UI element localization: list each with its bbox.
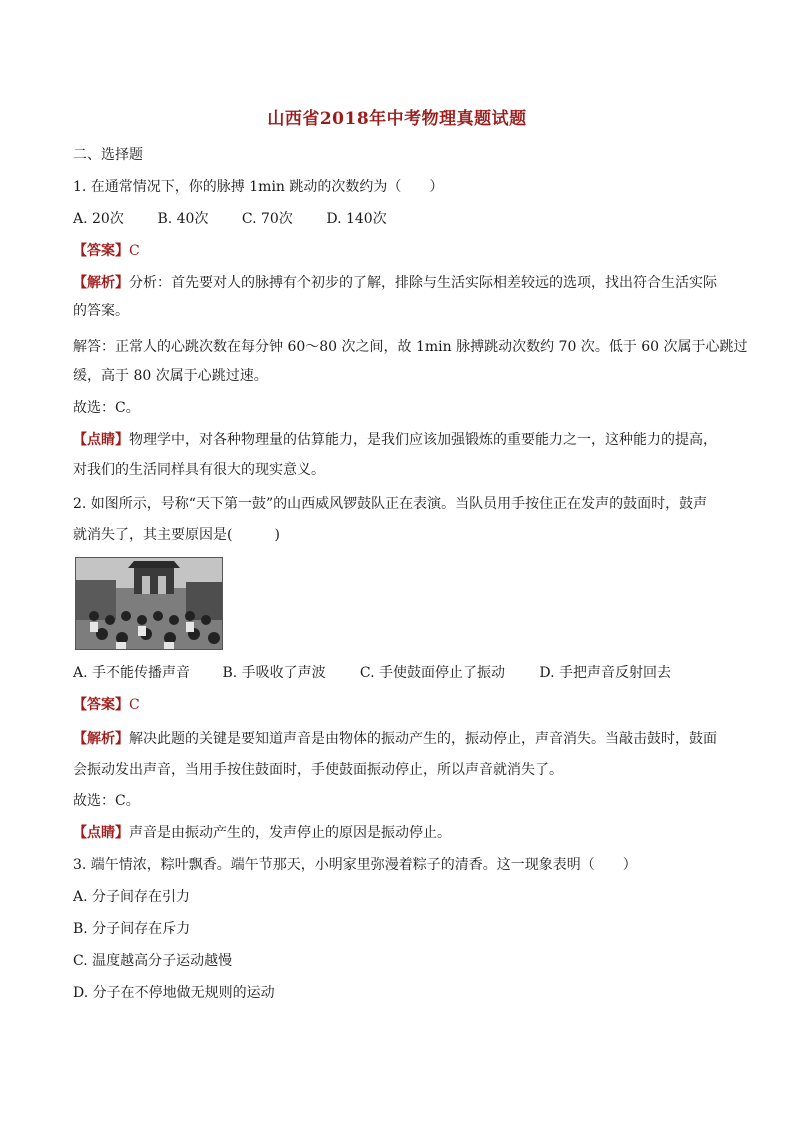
q2-stem-1: 2. 如图所示，号称“天下第一鼓”的山西威风锣鼓队正在表演。当队员用手按住正在发声的鼓面时，鼓声 bbox=[73, 496, 708, 512]
q3-option-d: D. 分子在不停地做无规则的运动 bbox=[73, 985, 275, 1001]
q1-solve-text-2: 缓，高于 80 次属于心跳过速。 bbox=[73, 368, 268, 384]
q1-answer bbox=[73, 242, 733, 260]
q1-option-a: A. 20次 bbox=[73, 211, 124, 227]
q3-option-b: B. 分子间存在斥力 bbox=[73, 921, 191, 937]
q2-option-b: B. 手吸收了声波 bbox=[222, 665, 326, 681]
q1-tip bbox=[73, 431, 733, 449]
q2-analysis-text-2: 会振动发出声音，当用手按住鼓面时，手使鼓面振动停止，所以声音就消失了。 bbox=[73, 762, 563, 778]
q1-options bbox=[73, 210, 733, 228]
q3-stem: 3. 端午情浓，粽叶飘香。端午节那天，小明家里弥漫着粽子的清香。这一现象表明（ ） bbox=[73, 857, 637, 873]
q2-analysis bbox=[73, 730, 733, 748]
q1-tip-text-2: 对我们的生活同样具有很大的现实意义。 bbox=[73, 462, 325, 478]
q3-option-c: C. 温度越高分子运动越慢 bbox=[73, 953, 233, 969]
q2-tip bbox=[73, 824, 733, 842]
q2-option-d: D. 手把声音反射回去 bbox=[539, 665, 671, 681]
q1-option-b: B. 40次 bbox=[157, 211, 209, 227]
q2-answer bbox=[73, 696, 733, 714]
q1-analysis-text-2: 的答案。 bbox=[73, 303, 129, 319]
page-title: 山西省2018年中考物理真题试题 bbox=[267, 109, 527, 129]
q1-answer-tag: 【答案】 bbox=[73, 243, 129, 259]
q1-solve-text-1: 解答：正常人的心跳次数在每分钟 60～80 次之间，故 1min 脉搏跳动次数约 70 次。低于 60 次属于心跳过 bbox=[73, 339, 748, 355]
q1-option-d: D. 140次 bbox=[326, 211, 387, 227]
q2-answer-value: C bbox=[129, 697, 140, 713]
q1-option-c: C. 70次 bbox=[241, 211, 293, 227]
q2-analysis-tag: 【解析】 bbox=[73, 731, 129, 747]
q2-options bbox=[73, 664, 733, 682]
q2-option-c: C. 手使鼓面停止了振动 bbox=[359, 665, 506, 681]
q1-tip-tag: 【点睛】 bbox=[73, 432, 129, 448]
q1-tip-text-1: 物理学中，对各种物理量的估算能力，是我们应该加强锻炼的重要能力之一，这种能力的提高， bbox=[129, 432, 717, 448]
q3-option-a: A. 分子间存在引力 bbox=[73, 889, 191, 905]
section-heading: 二、选择题 bbox=[73, 147, 143, 163]
q2-tip-tag: 【点睛】 bbox=[73, 825, 129, 841]
q2-tip-text: 声音是由振动产生的，发声停止的原因是振动停止。 bbox=[129, 825, 451, 841]
q2-stem-2: 就消失了，其主要原因是( ) bbox=[73, 527, 280, 543]
q1-stem: 1. 在通常情况下，你的脉搏 1min 跳动的次数约为（ ） bbox=[73, 179, 444, 195]
q1-analysis-tag: 【解析】 bbox=[73, 275, 129, 291]
q1-answer-value: C bbox=[129, 243, 140, 259]
drum-performance-photo bbox=[75, 557, 223, 650]
q2-analysis-text-1: 解决此题的关键是要知道声音是由物体的振动产生的，振动停止，声音消失。当敲击鼓时，鼓面 bbox=[129, 731, 717, 747]
q2-answer-tag: 【答案】 bbox=[73, 697, 129, 713]
q1-choose: 故选：C。 bbox=[73, 400, 140, 416]
q1-analysis bbox=[73, 274, 733, 292]
q1-analysis-text-1: 分析：首先要对人的脉搏有个初步的了解，排除与生活实际相差较远的选项，找出符合生活实际 bbox=[129, 275, 717, 291]
q2-choose: 故选：C。 bbox=[73, 793, 140, 809]
q2-option-a: A. 手不能传播声音 bbox=[73, 665, 191, 681]
